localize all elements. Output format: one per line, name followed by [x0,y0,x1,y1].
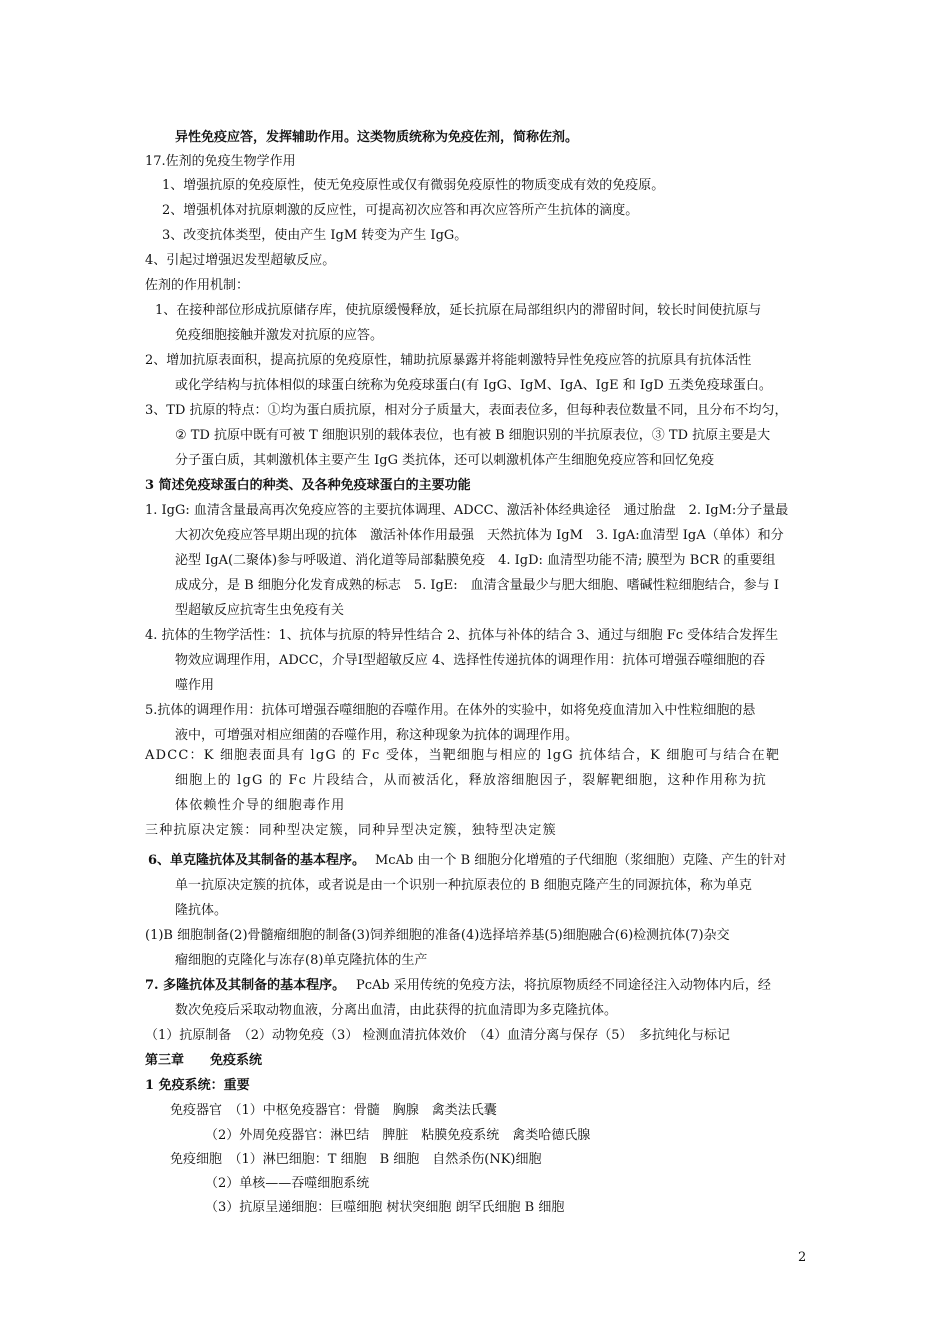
text-line: （2）外周免疫器官：淋巴结 脾脏 粘膜免疫系统 禽类哈德氏腺 [205,1128,591,1143]
text-line: （1）抗原制备 （2）动物免疫（3） 检测血清抗体效价 （4）血清分离与保存（5） 多抗纯化与标记 [145,1028,730,1043]
text-line: 液中，可增强对相应细菌的吞噬作用，称这种现象为抗体的调理作用。 [175,728,579,743]
text-line: 1、在接种部位形成抗原储存库，使抗原缓慢释放，延长抗原在局部组织内的滞留时间，较长时间使抗原与 [155,303,762,318]
text-line: 或化学结构与抗体相似的球蛋白统称为免疫球蛋白(有 IgG、IgM、IgA、IgE 和 IgD 五类免疫球蛋白。 [175,378,772,393]
text-line: 瘤细胞的克隆化与冻存(8)单克隆抗体的生产 [175,953,428,968]
text-line: 隆抗体。 [175,903,228,918]
heading-line: 6、单克隆抗体及其制备的基本程序。 [148,853,366,868]
text-line: （3）抗原呈递细胞：巨噬细胞 树状突细胞 朗罕氏细胞 B 细胞 [205,1200,565,1215]
text-line: 4. 抗体的生物学活性：1、抗体与抗原的特异性结合 2、抗体与补体的结合 3、通过与细胞 Fc 受体结合发挥生 [145,628,779,643]
heading-line: 异性免疫应答，发挥辅助作用。这类物质统称为免疫佐剂，简称佐剂。 [175,130,579,145]
text-line: 免疫细胞 （1）淋巴细胞：T 细胞 B 细胞 自然杀伤(NK)细胞 [170,1152,542,1167]
heading-line: 第三章 免疫系统 [145,1053,263,1068]
text-line: 体依赖性介导的细胞毒作用 [175,798,346,813]
text-line: 1、增强抗原的免疫原性，使无免疫原性或仅有微弱免疫原性的物质变成有效的免疫原。 [162,178,665,193]
text-line: 泌型 IgA(二聚体)参与呼吸道、消化道等局部黏膜免疫 4. IgD: 血清型功能不清; 膜型为 BCR 的重要组 [175,553,776,568]
text-line: 3、改变抗体类型，使由产生 IgM 转变为产生 IgG。 [162,228,468,243]
text-line: 5.抗体的调理作用：抗体可增强吞噬细胞的吞噬作用。在体外的实验中，如将免疫血清加入中性粒细胞的悬 [145,703,756,718]
page-number: 2 [798,1250,807,1265]
heading-line: 1 免疫系统：重要 [145,1078,250,1093]
text-line: 佐剂的作用机制： [145,278,250,293]
text-line: (1)B 细胞制备(2)骨髓瘤细胞的制备(3)饲养细胞的准备(4)选择培养基(5)细胞融合(6)检测抗体(7)杂交 [145,928,730,943]
text-line: 大初次免疫应答早期出现的抗体 激活补体作用最强 天然抗体为 IgM 3. IgA:血清型 IgA（单体）和分 [175,528,784,543]
text-line: 2、增加抗原表面积，提高抗原的免疫原性，辅助抗原暴露并将能刺激特异性免疫应答的抗原具有抗体活性 [145,353,752,368]
text-line: PcAb 采用传统的免疫方法，将抗原物质经不同途径注入动物体内后，经 [356,978,771,993]
text-line: 1. IgG: 血清含量最高再次免疫应答的主要抗体调理、ADCC、激活补体经典途径 通过胎盘 2. IgM:分子量最 [145,503,789,518]
text-line: 数次免疫后采取动物血液，分离出血清，由此获得的抗血清即为多克隆抗体。 [175,1003,618,1018]
heading-line: 7. 多隆抗体及其制备的基本程序。 [145,978,346,993]
text-line: （2）单核——吞噬细胞系统 [205,1176,370,1191]
text-line: 物效应调理作用，ADCC，介导Ⅰ型超敏反应 4、选择性传递抗体的调理作用：抗体可增强吞噬细胞的吞 [175,653,766,668]
heading-line: 3 简述免疫球蛋白的种类、及各种免疫球蛋白的主要功能 [145,478,471,493]
text-line: 17.佐剂的免疫生物学作用 [145,154,296,169]
text-line: 2、增强机体对抗原刺激的反应性，可提高初次应答和再次应答所产生抗体的滴度。 [162,203,639,218]
text-line: 3、TD 抗原的特点：①均为蛋白质抗原，相对分子质量大，表面表位多，但每种表位数量不同，且分布不均匀， [145,403,788,418]
text-line: 噬作用 [175,678,215,693]
text-line: 型超敏反应抗寄生虫免疫有关 [175,603,345,618]
text-line: 免疫细胞接触并激发对抗原的应答。 [175,328,384,343]
text-line: ② TD 抗原中既有可被 T 细胞识别的载体表位，也有被 B 细胞识别的半抗原表位，③ TD 抗原主要是大 [175,428,771,443]
text-line: 三种抗原决定簇：同种型决定簇，同种异型决定簇，独特型决定簇 [145,823,557,838]
text-line: McAb 由一个 B 细胞分化增殖的子代细胞（浆细胞）克隆、产生的针对 [375,853,787,868]
text-line: 细胞上的 lgG 的 Fc 片段结合，从而被活化，释放溶细胞因子，裂解靶细胞，这种作用称为抗 [175,773,767,788]
text-line: 成成分，是 B 细胞分化发育成熟的标志 5. IgE: 血清含量最少与肥大细胞、嗜碱性粒细胞结合，参与 I [175,578,779,593]
text-line: 4、引起过增强迟发型超敏反应。 [145,253,336,268]
text-line: 免疫器官 （1）中枢免疫器官：骨髓 胸腺 禽类法氏囊 [170,1103,497,1118]
text-line: 分子蛋白质，其刺激机体主要产生 IgG 类抗体，还可以刺激机体产生细胞免疫应答和回忆免疫 [175,453,715,468]
text-line: 单一抗原决定簇的抗体，或者说是由一个识别一种抗原表位的 B 细胞克隆产生的同源抗体，称为单克 [175,878,752,893]
text-line: ADCC：K 细胞表面具有 lgG 的 Fc 受体，当靶细胞与相应的 lgG 抗体结合，K 细胞可与结合在靶 [145,748,781,763]
